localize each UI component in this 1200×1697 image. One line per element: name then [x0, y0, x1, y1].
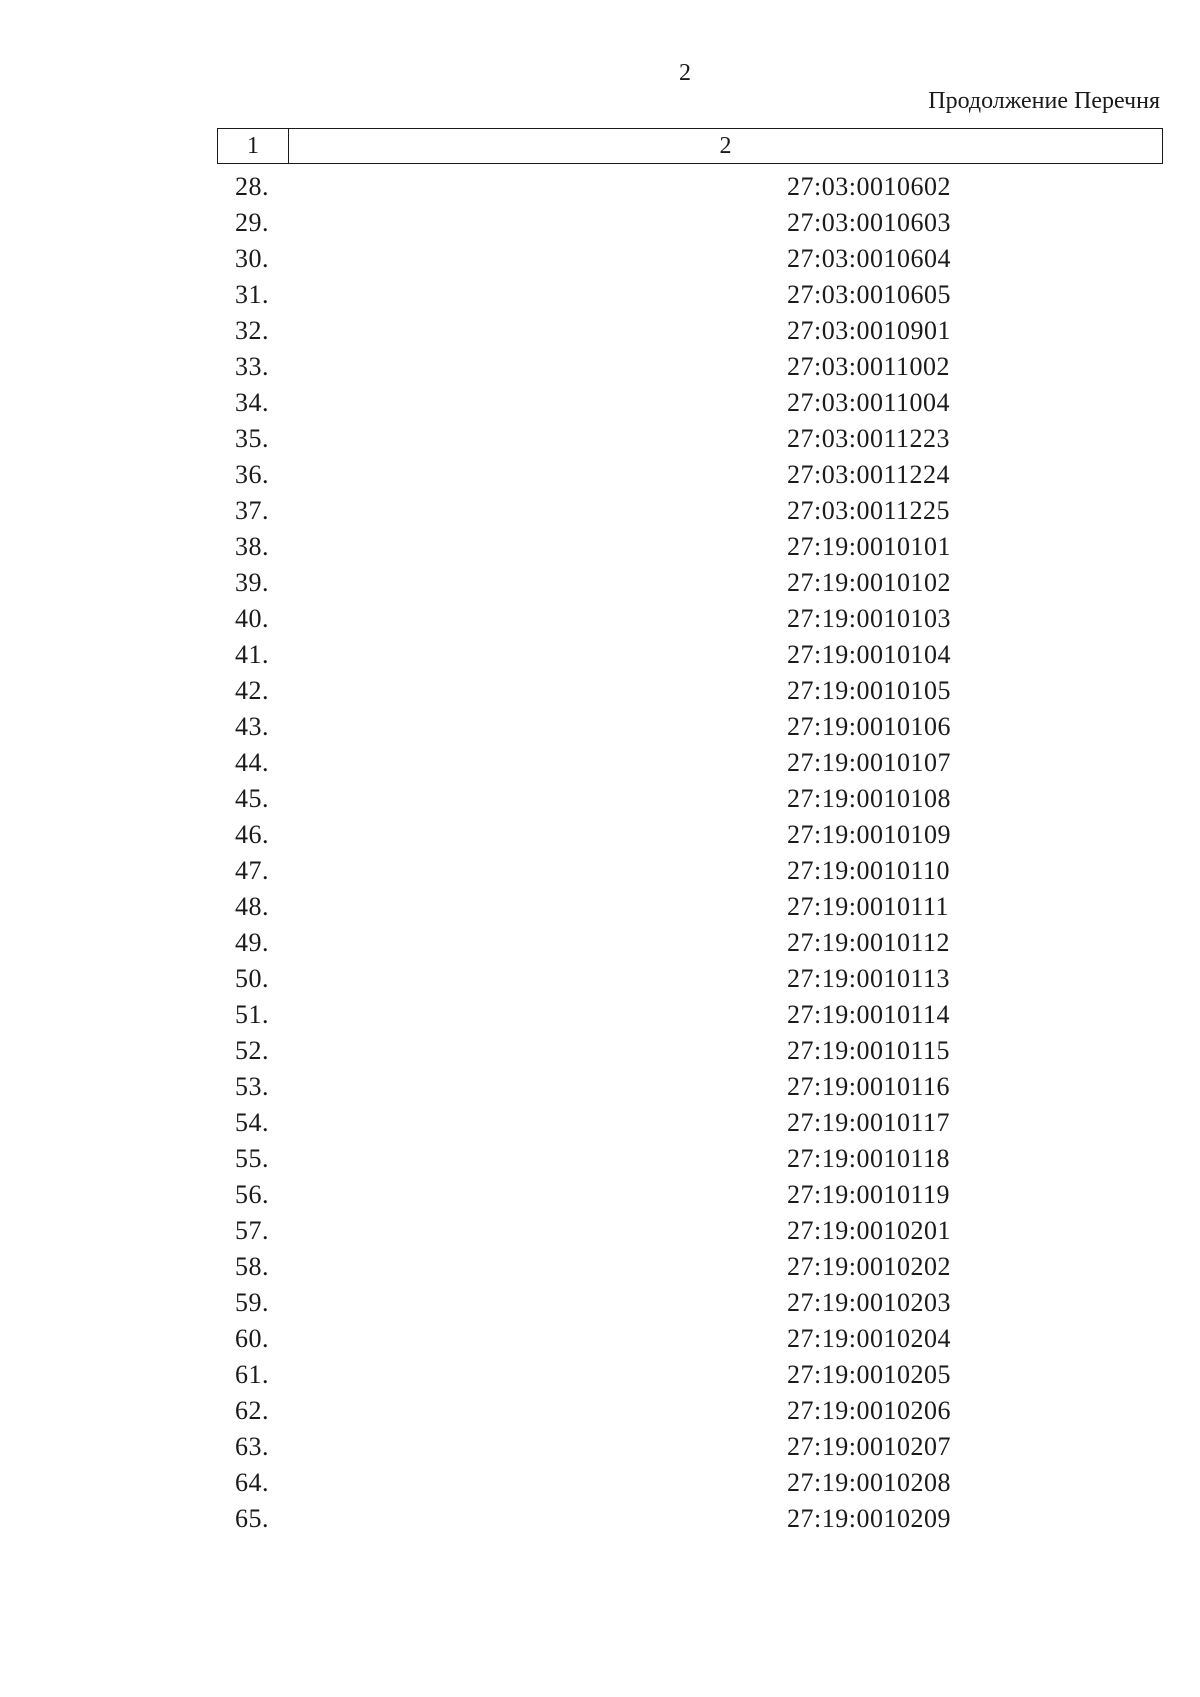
cadastral-code: 27:19:0010116	[787, 1072, 950, 1101]
row-number: 65.	[235, 1504, 269, 1533]
cadastral-code: 27:19:0010118	[787, 1144, 950, 1173]
table-row	[217, 1284, 1163, 1320]
table-row	[217, 708, 1163, 744]
cadastral-code: 27:03:0011004	[787, 388, 950, 417]
row-number: 52.	[235, 1036, 269, 1065]
cadastral-code: 27:19:0010205	[787, 1360, 951, 1389]
table-row	[217, 492, 1163, 528]
row-number: 51.	[235, 1000, 269, 1029]
table-row	[217, 888, 1163, 924]
table-row	[217, 1212, 1163, 1248]
table-row	[217, 1068, 1163, 1104]
row-number: 42.	[235, 676, 269, 705]
table-row	[217, 924, 1163, 960]
row-number: 46.	[235, 820, 269, 849]
page-number: 2	[679, 60, 691, 86]
cadastral-code: 27:19:0010207	[787, 1432, 951, 1461]
cadastral-code: 27:19:0010109	[787, 820, 951, 849]
row-number: 48.	[235, 892, 269, 921]
row-number: 32.	[235, 316, 269, 345]
cadastral-code: 27:03:0010605	[787, 280, 951, 309]
cadastral-code: 27:03:0011002	[787, 352, 950, 381]
cadastral-code: 27:19:0010104	[787, 640, 951, 669]
cadastral-code: 27:19:0010114	[787, 1000, 950, 1029]
cadastral-code: 27:03:0011225	[787, 496, 950, 525]
row-number: 57.	[235, 1216, 269, 1245]
table-row	[217, 780, 1163, 816]
cadastral-code: 27:19:0010208	[787, 1468, 951, 1497]
table-row	[217, 1248, 1163, 1284]
row-number: 45.	[235, 784, 269, 813]
table-row	[217, 276, 1163, 312]
table-row	[217, 852, 1163, 888]
table-row	[217, 600, 1163, 636]
row-number: 54.	[235, 1108, 269, 1137]
table-row	[217, 1140, 1163, 1176]
table-row	[217, 204, 1163, 240]
cadastral-code: 27:19:0010108	[787, 784, 951, 813]
cadastral-code: 27:19:0010105	[787, 676, 951, 705]
cadastral-code: 27:03:0011224	[787, 460, 950, 489]
cadastral-code: 27:19:0010110	[787, 856, 950, 885]
cadastral-code: 27:19:0010112	[787, 928, 950, 957]
cadastral-code: 27:03:0010603	[787, 208, 951, 237]
column-header-1: 1	[218, 129, 289, 164]
row-number: 61.	[235, 1360, 269, 1389]
column-header-2: 2	[289, 129, 1163, 164]
table-row	[217, 456, 1163, 492]
cadastral-code: 27:19:0010106	[787, 712, 951, 741]
table-row	[217, 1320, 1163, 1356]
row-number: 33.	[235, 352, 269, 381]
row-number: 37.	[235, 496, 269, 525]
table-row	[217, 672, 1163, 708]
row-number: 58.	[235, 1252, 269, 1281]
cadastral-code: 27:19:0010117	[787, 1108, 950, 1137]
table-body	[217, 168, 1163, 1536]
row-number: 30.	[235, 244, 269, 273]
row-number: 38.	[235, 532, 269, 561]
row-number: 47.	[235, 856, 269, 885]
row-number: 55.	[235, 1144, 269, 1173]
cadastral-code: 27:03:0010604	[787, 244, 951, 273]
cadastral-code: 27:19:0010113	[787, 964, 950, 993]
cadastral-code: 27:19:0010206	[787, 1396, 951, 1425]
row-number: 60.	[235, 1324, 269, 1353]
table-row	[217, 528, 1163, 564]
row-number: 35.	[235, 424, 269, 453]
table-row	[217, 312, 1163, 348]
row-number: 34.	[235, 388, 269, 417]
cadastral-code: 27:03:0011223	[787, 424, 950, 453]
table-row	[217, 1428, 1163, 1464]
row-number: 50.	[235, 964, 269, 993]
row-number: 64.	[235, 1468, 269, 1497]
row-number: 62.	[235, 1396, 269, 1425]
row-number: 43.	[235, 712, 269, 741]
cadastral-code: 27:19:0010115	[787, 1036, 950, 1065]
row-number: 44.	[235, 748, 269, 777]
table-row	[217, 1176, 1163, 1212]
table-row	[217, 816, 1163, 852]
cadastral-code: 27:19:0010111	[787, 892, 950, 921]
table-header	[217, 128, 1163, 164]
cadastral-code: 27:19:0010204	[787, 1324, 951, 1353]
table-row	[217, 564, 1163, 600]
table-row	[217, 1356, 1163, 1392]
row-number: 36.	[235, 460, 269, 489]
row-number: 29.	[235, 208, 269, 237]
cadastral-code: 27:19:0010202	[787, 1252, 951, 1281]
cadastral-code: 27:19:0010103	[787, 604, 951, 633]
row-number: 56.	[235, 1180, 269, 1209]
cadastral-code: 27:03:0010602	[787, 172, 951, 201]
row-number: 28.	[235, 172, 269, 201]
cadastral-code: 27:19:0010209	[787, 1504, 951, 1533]
row-number: 53.	[235, 1072, 269, 1101]
table-row	[217, 420, 1163, 456]
table-row	[217, 1032, 1163, 1068]
cadastral-code: 27:19:0010201	[787, 1216, 951, 1245]
table-row	[217, 996, 1163, 1032]
cadastral-code: 27:19:0010102	[787, 568, 951, 597]
row-number: 63.	[235, 1432, 269, 1461]
continuation-title: Продолжение Перечня	[928, 88, 1160, 114]
cadastral-code: 27:19:0010107	[787, 748, 951, 777]
row-number: 41.	[235, 640, 269, 669]
table-row	[217, 384, 1163, 420]
cadastral-code: 27:19:0010203	[787, 1288, 951, 1317]
table-row	[217, 960, 1163, 996]
table-row	[217, 348, 1163, 384]
table-row	[217, 1464, 1163, 1500]
cadastral-code: 27:19:0010119	[787, 1180, 950, 1209]
row-number: 59.	[235, 1288, 269, 1317]
table-row	[217, 1500, 1163, 1536]
table-row	[217, 240, 1163, 276]
header-row	[218, 129, 1163, 164]
table-row	[217, 1104, 1163, 1140]
table-row	[217, 168, 1163, 204]
cadastral-code: 27:19:0010101	[787, 532, 951, 561]
table-row	[217, 1392, 1163, 1428]
table-row	[217, 744, 1163, 780]
table-row	[217, 636, 1163, 672]
row-number: 40.	[235, 604, 269, 633]
cadastral-code: 27:03:0010901	[787, 316, 951, 345]
row-number: 31.	[235, 280, 269, 309]
row-number: 39.	[235, 568, 269, 597]
row-number: 49.	[235, 928, 269, 957]
